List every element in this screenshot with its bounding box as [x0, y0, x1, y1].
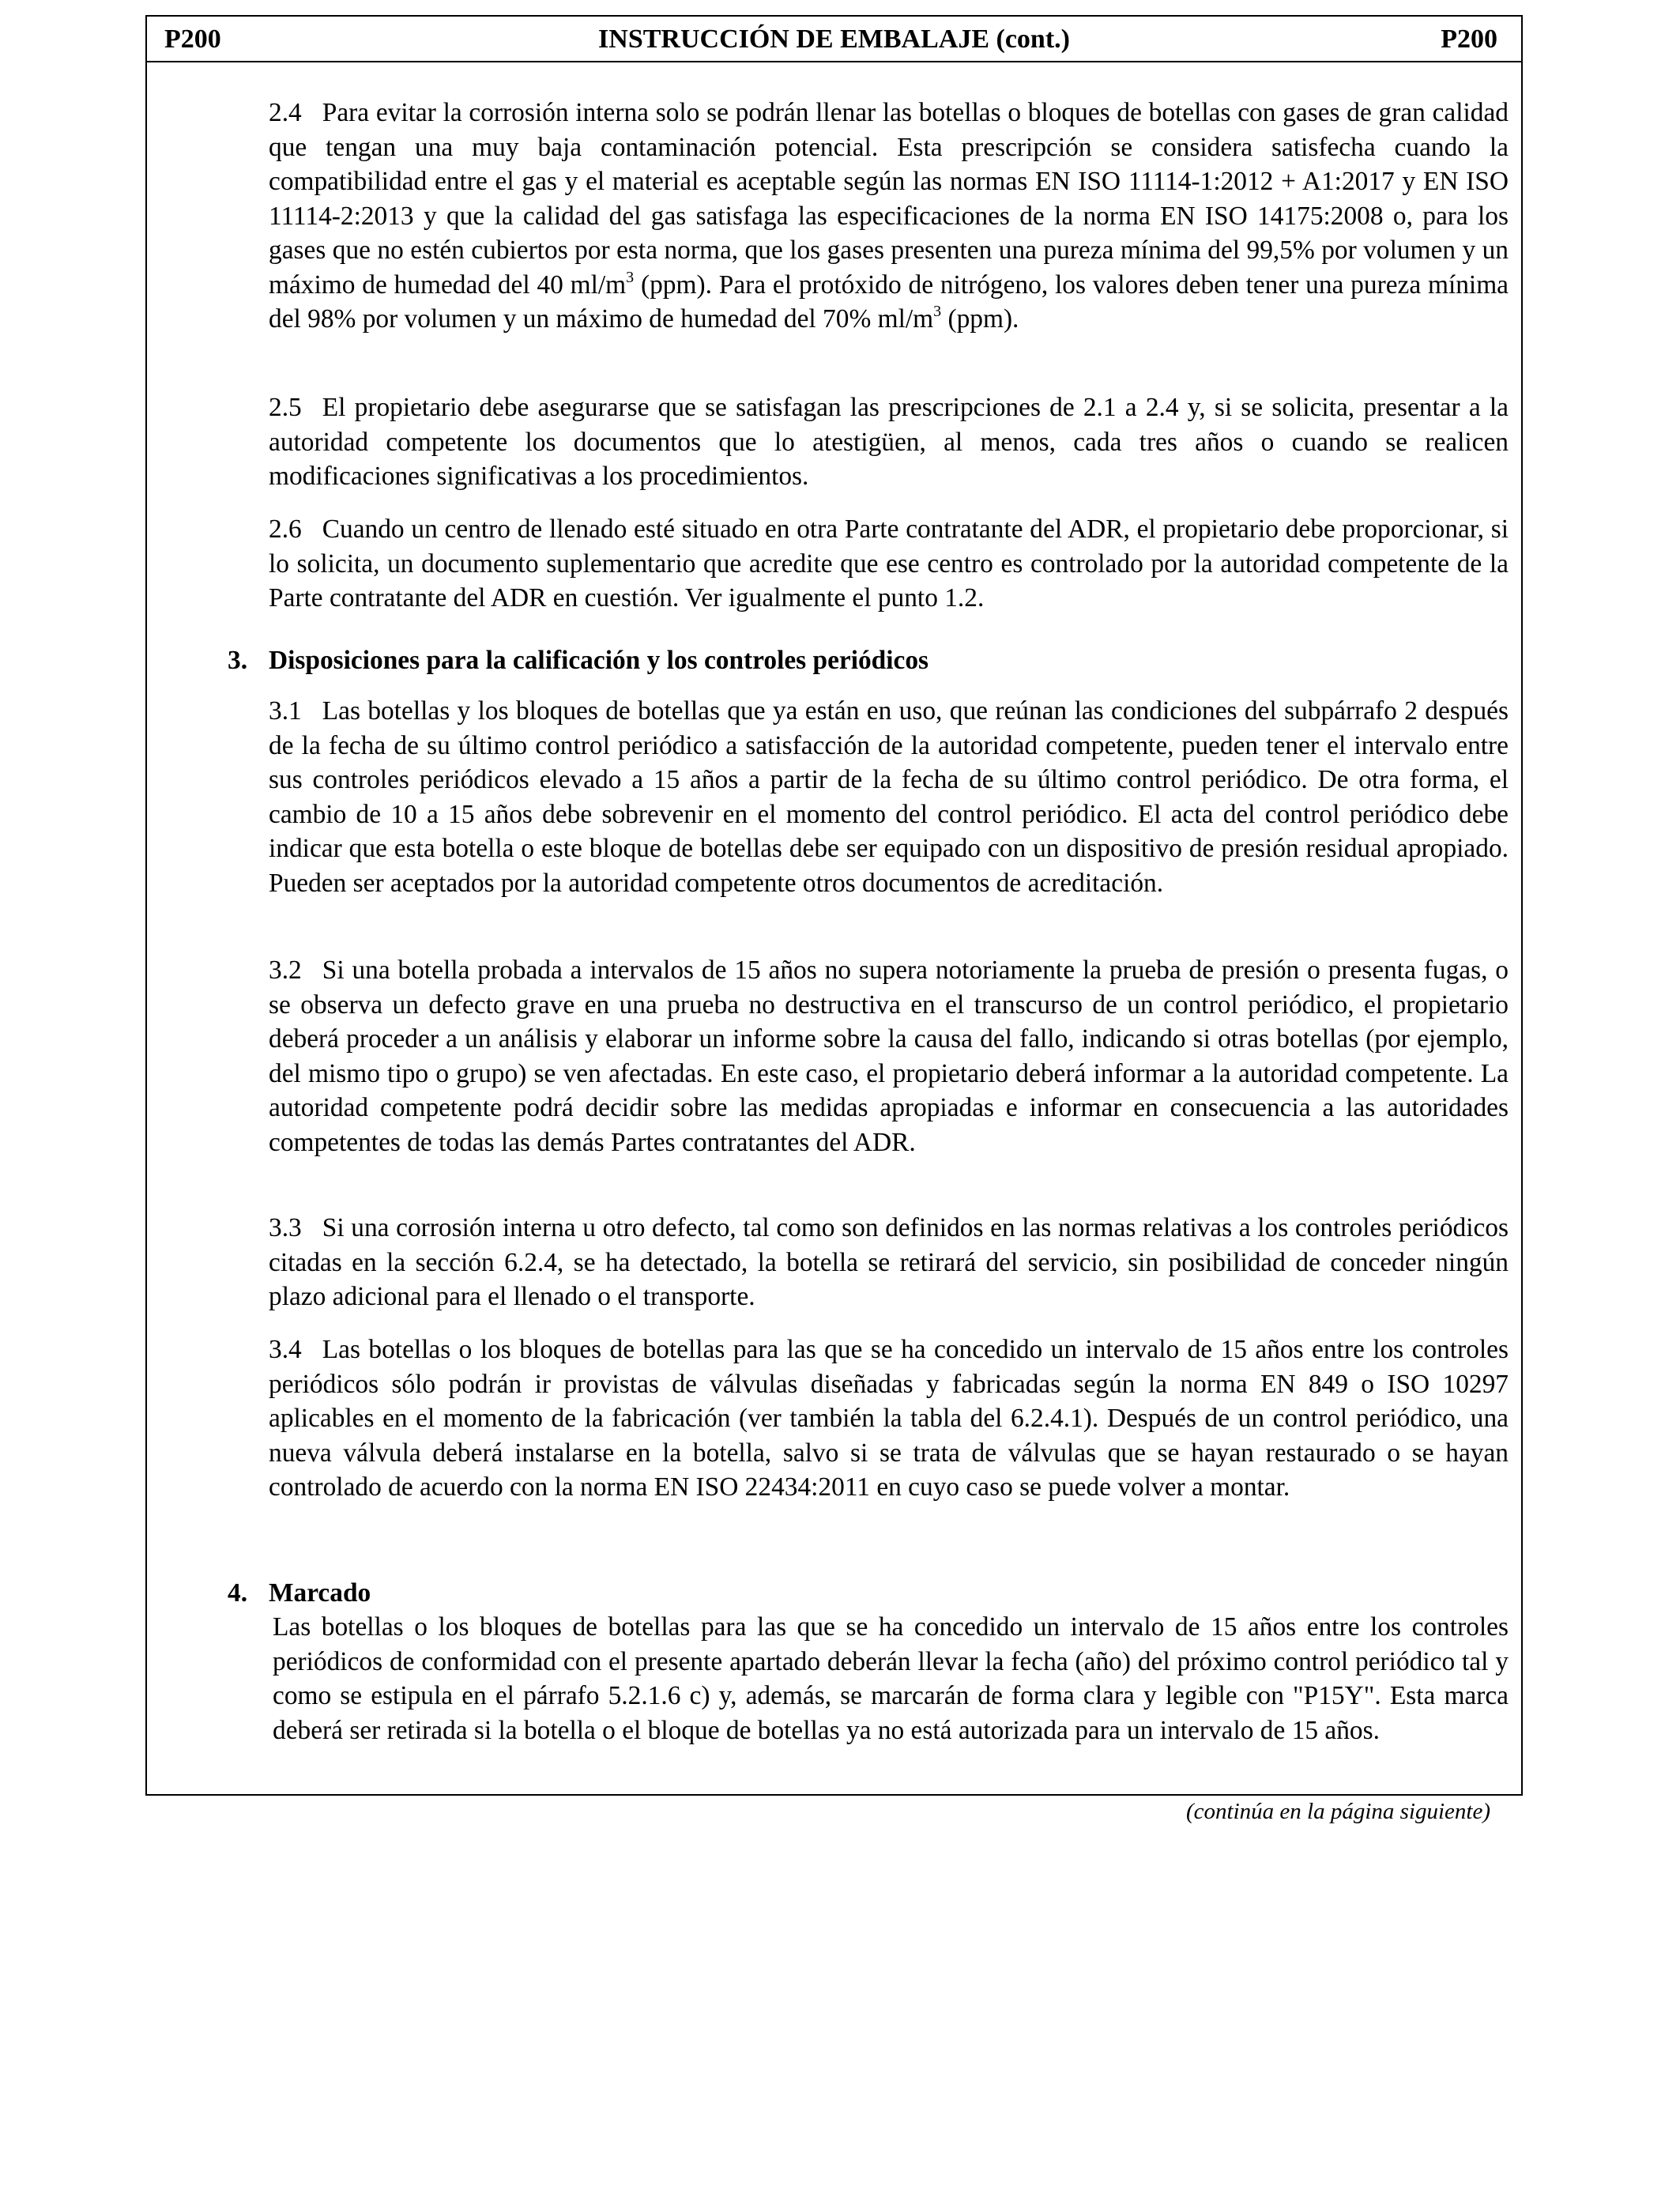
paragraph-text: El propietario debe asegurarse que se satisfagan las prescripciones de 2.1 a 2.4 y, si se solicita, presentar a la autoridad competente los documentos que lo atestigüen, al menos, cada tres años o cuando se realicen modificaciones significativas a los procedimientos. [269, 393, 1509, 491]
paragraph-2-5 [269, 390, 1509, 494]
paragraph-number: 3.1 [269, 696, 302, 726]
header-code-right: P200 [1441, 25, 1497, 54]
superscript: 3 [933, 303, 942, 320]
superscript: 3 [626, 268, 635, 286]
paragraph-number: 3.2 [269, 956, 302, 985]
section-title: Disposiciones para la calificación y los controles periódicos [269, 646, 929, 675]
section-4-text: Las botellas o los bloques de botellas para las que se ha concedido un intervalo de 15 años entre los controles periódicos de conformidad con el presente apartado deberán llevar la fecha (año) del próximo control periódico tal y como se estipula en el párrafo 5.2.1.6 c) y, además, se marcarán de forma clara y legible con "P15Y". Esta marca deberá ser retirada si la botella o el bloque de botellas ya no está autorizada para un intervalo de 15 años. [273, 1612, 1509, 1745]
paragraph-text: Si una botella probada a intervalos de 15 años no supera notoriamente la prueba de presión o presenta fugas, o se observa un defecto grave en una prueba no destructiva en el transcurso de un control periódico, el propietario deberá proceder a un análisis y elaborar un informe sobre la causa del fallo, indicando si otras botellas (por ejemplo, del mismo tipo o grupo) se ven afectadas. En este caso, el propietario deberá informar a la autoridad competente. La autoridad competente podrá decidir sobre las medidas apropiadas e informar en consecuencia a las autoridades competentes de todas las demás Partes contratantes del ADR. [269, 956, 1509, 1157]
paragraph-text: Para evitar la corrosión interna solo se podrán llenar las botellas o bloques de botellas con gases de gran calidad que tengan una muy baja contaminación potencial. Esta prescripción se considera satisfecha cuando la compatibilidad entre el gas y el material es aceptable según las normas EN ISO 11114-1:2012 + A1:2017 y EN ISO 11114-2:2013 y que la calidad del gas satisfaga las especificaciones de la norma EN ISO 14175:2008 o, para los gases que no estén cubiertos por esta norma, que los gases presenten una pureza mínima del 99,5% por volumen y un máximo de humedad del 40 ml/m [269, 98, 1509, 300]
paragraph-text: Si una corrosión interna u otro defecto, tal como son definidos en las normas relativas a los controles periódicos citadas en la sección 6.2.4, se ha detectado, la botella se retirará del servicio, sin posibilidad de conceder ningún plazo adicional para el llenado o el transporte. [269, 1213, 1509, 1311]
paragraph-number: 2.5 [269, 393, 302, 422]
paragraph-3-1 [269, 694, 1509, 900]
section-number: 3. [228, 646, 248, 675]
paragraph-text: (ppm). [941, 304, 1019, 334]
paragraph-3-2 [269, 953, 1509, 1159]
section-number: 4. [228, 1578, 248, 1608]
paragraph-3-3 [269, 1211, 1509, 1314]
header-title: INSTRUCCIÓN DE EMBALAJE (cont.) [598, 25, 1070, 54]
paragraph-2-4 [269, 96, 1509, 337]
paragraph-text: (ppm). Para el protóxido de nitrógeno, los valores deben tener una pureza mínima del 98% por volumen y un máximo de humedad del 70% ml/m [269, 270, 1509, 334]
packing-instruction-table [145, 15, 1523, 1796]
paragraph-number: 2.6 [269, 515, 302, 544]
section-4-heading [228, 1576, 371, 1611]
header-code-left: P200 [164, 25, 221, 54]
paragraph-text: Las botellas o los bloques de botellas para las que se ha concedido un intervalo de 15 años entre los controles periódicos sólo podrán ir provistas de válvulas diseñadas y fabricadas según la norma EN 849 o ISO 10297 aplicables en el momento de la fabricación (ver también la tabla del 6.2.4.1). Después de un control periódico, una nueva válvula deberá instalarse en la botella, salvo si se trata de válvulas que se hayan restaurado o se hayan controlado de acuerdo con la norma EN ISO 22434:2011 en cuyo caso se puede volver a montar. [269, 1335, 1509, 1502]
section-title: Marcado [269, 1578, 371, 1608]
paragraph-text: Las botellas y los bloques de botellas que ya están en uso, que reúnan las condiciones del subpárrafo 2 después de la fecha de su último control periódico a satisfacción de la autoridad competente, pueden tener el intervalo entre sus controles periódicos elevado a 15 años a partir de la fecha de su último control periódico. De otra forma, el cambio de 10 a 15 años debe sobrevenir en el momento del control periódico. El acta del control periódico debe indicar que esta botella o este bloque de botellas debe ser equipado con un dispositivo de presión residual apropiado. Pueden ser aceptados por la autoridad competente otros documentos de acreditación. [269, 696, 1509, 898]
paragraph-number: 3.3 [269, 1213, 302, 1242]
continue-note: (continúa en la página siguiente) [1186, 1799, 1490, 1824]
paragraph-2-6 [269, 512, 1509, 616]
table-header [147, 17, 1521, 62]
paragraph-text: Cuando un centro de llenado esté situado en otra Parte contratante del ADR, el propietario debe proporcionar, si lo solicita, un documento suplementario que acredite que ese centro es controlado por la autoridad competente de la Parte contratante del ADR en cuestión. Ver igualmente el punto 1.2. [269, 515, 1509, 613]
paragraph-number: 2.4 [269, 98, 302, 127]
section-3-heading [228, 643, 929, 678]
paragraph-number: 3.4 [269, 1335, 302, 1364]
paragraph-3-4 [269, 1333, 1509, 1505]
